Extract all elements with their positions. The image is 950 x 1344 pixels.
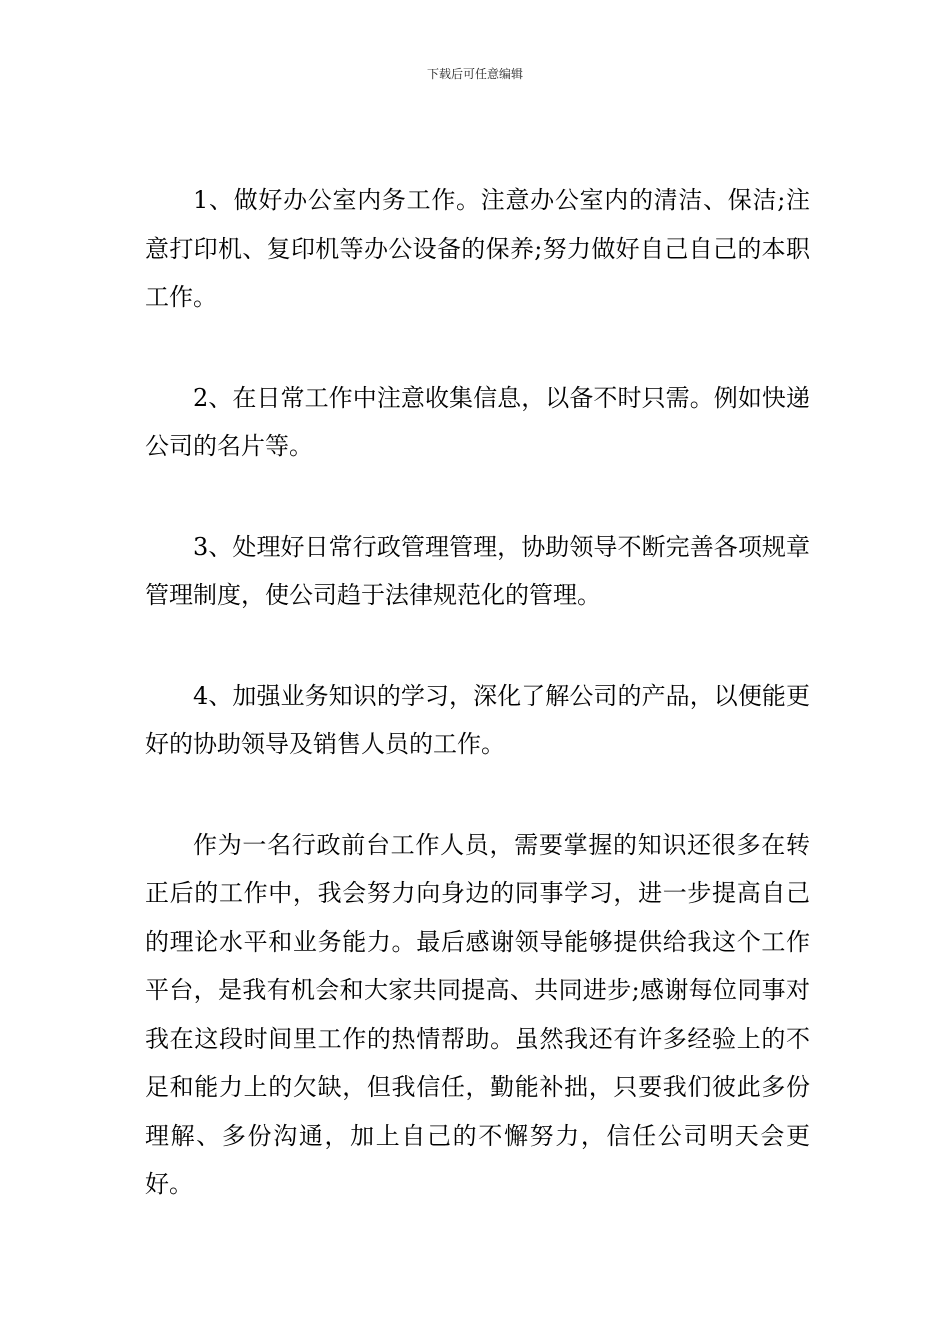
paragraph-4: 4、加强业务知识的学习，深化了解公司的产品，以便能更好的协助领导及销售人员的工作。 [145,681,810,758]
paragraph-2: 2、在日常工作中注意收集信息，以备不时只需。例如快递公司的名片等。 [145,383,810,460]
paragraph-3: 3、处理好日常行政管理管理，协助领导不断完善各项规章管理制度，使公司趋于法律规范化的管理。 [145,532,810,609]
document-body [145,176,810,1209]
page-header: 下载后可任意编辑 [426,67,523,81]
paragraph-1: 1、做好办公室内务工作。注意办公室内的清洁、保洁;注意打印机、复印机等办公设备的保养;努力做好自己自己的本职工作。 [145,186,810,311]
paragraph-5: 作为一名行政前台工作人员，需要掌握的知识还很多在转正后的工作中，我会努力向身边的同事学习，进一步提高自己的理论水平和业务能力。最后感谢领导能够提供给我这个工作平台，是我有机会和大家共同提高、共同进步;感谢每位同事对我在这段时间里工作的热情帮助。虽然我还有许多经验上的不足和能力上的欠缺，但我信任，勤能补拙，只要我们彼此多份理解、多份沟通，加上自己的不懈努力，信任公司明天会更好。 [145,830,810,1198]
